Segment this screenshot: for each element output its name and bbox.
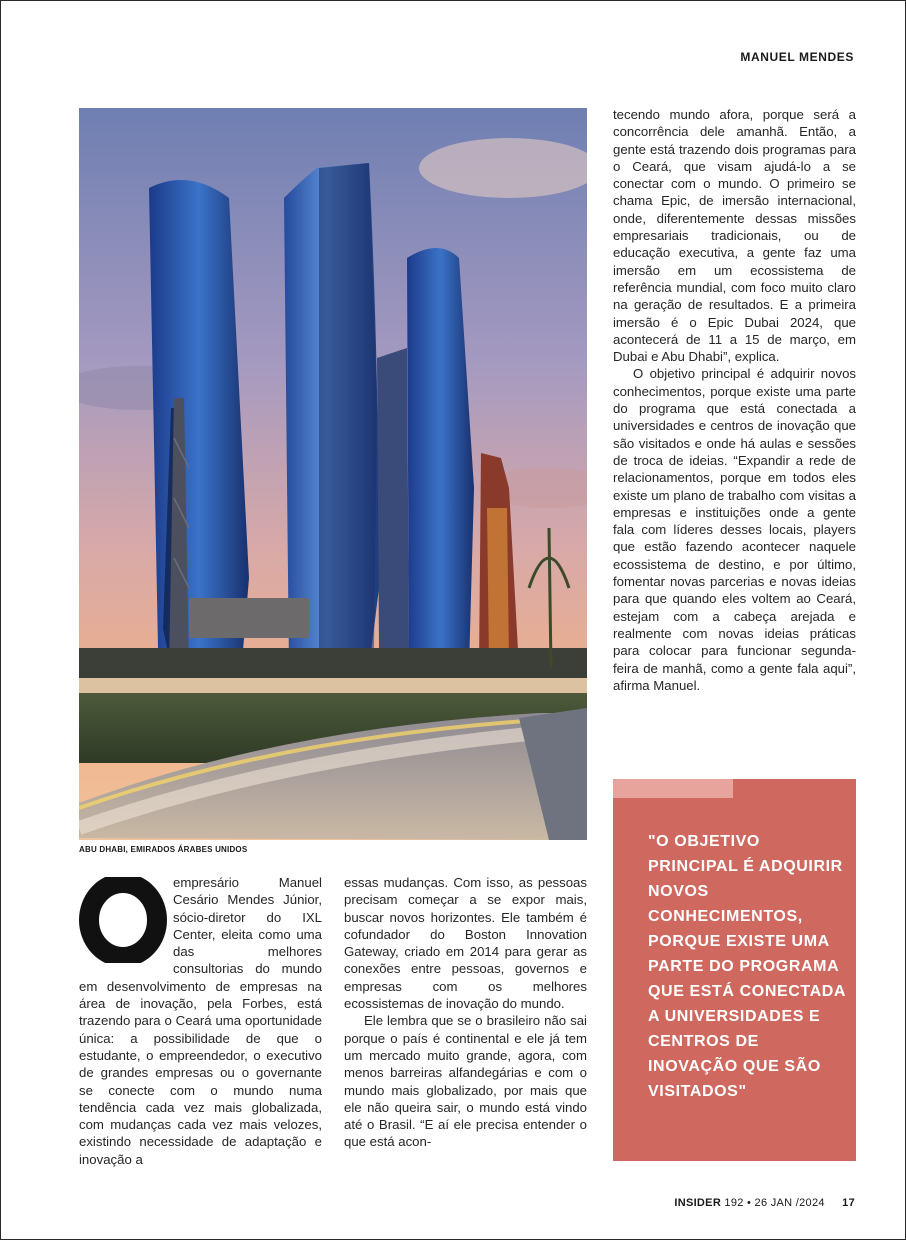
article-paragraph: empresário Manuel Cesário Mendes Júnior, sócio-diretor do IXL Center, eleita como uma das melhores consultorias do mundo em desenvolvimento de empresas na área de inovação, pela Forbes, está trazendo para o Ceará uma oportunidade única: a possibilidade de que o estudante, o empreendedor, o executivo de grandes empresas ou o governante se conecte com o mundo numa tendência cada vez mais globalizada, com mudanças cada vez mais velozes, existindo necessidade de adaptação e inovação a	[79, 875, 322, 1167]
photo-caption: ABU DHABI, EMIRADOS ÁRABES UNIDOS	[79, 845, 248, 854]
footer-page-number: 17	[842, 1197, 855, 1209]
article-column-right	[613, 106, 856, 694]
article-paragraph: O objetivo principal é adquirir novos conhecimentos, porque existe uma parte do programa que está conectada a universidades e centros de inovação que são visitados e onde há aulas e sessões de troca de ideias. “Expandir a rede de relacionamentos, porque em todos eles existe um plano de trabalho com visitas a empresas e instituições onde a gente fala com líderes desses locais, players que estão fazendo acontecer naquele ecossistema de destino, e por último, fomentar novas parcerias e novas ideias para que quando eles voltem ao Ceará, estejam com a cabeça arejada e realmente com novas ideias práticas para colocar para funcionar segunda-feira de manhã, como a gente fala aqui”, afirma Manuel.	[613, 366, 856, 693]
header-author: MANUEL MENDES	[740, 50, 854, 64]
footer-issue-date: 192 • 26 JAN /2024	[724, 1197, 825, 1209]
footer-magazine: INSIDER	[674, 1197, 722, 1209]
page-footer	[674, 1197, 855, 1209]
article-column-middle	[344, 874, 587, 1151]
article-column-left	[79, 874, 322, 1168]
pull-quote-tab	[613, 779, 733, 798]
article-paragraph: tecendo mundo afora, porque será a concorrência dele amanhã. Então, a gente está trazendo dois programas para o Ceará, que visam ajudá-lo a se conectar com o mundo. O primeiro se chama Epic, de imersão internacional, onde, diferentemente dessas missões empresariais tradicionais, ou de educação executiva, a gente faz uma imersão em um ecossistema de referência mundial, com foco muito claro na geração de resultados. E a primeira imersão é o Epic Dubai 2024, que acontecerá de 11 a 15 de março, em Dubai e Abu Dhabi”, explica.	[613, 107, 856, 365]
pull-quote-text: "O OBJETIVO PRINCIPAL É ADQUIRIR NOVOS CONHECIMENTOS, PORQUE EXISTE UMA PARTE DO PROGRAMA QUE ESTÁ CONECTADA A UNIVERSIDADES E CENTROS DE INOVAÇÃO QUE SÃO VISITADOS"	[648, 833, 846, 1100]
pull-quote-box	[613, 779, 856, 1161]
article-paragraph: essas mudanças. Com isso, as pessoas precisam começar a se expor mais, buscar novos horizontes. Ele também é cofundador do Boston Innovation Gateway, criado em 2014 para gerar as conexões entre pessoas, governos e empresas com os melhores ecossistemas de inovação do mundo.	[344, 875, 587, 1012]
abu-dhabi-photo	[79, 108, 587, 840]
article-paragraph: Ele lembra que se o brasileiro não sai porque o país é continental e ele já tem um mercado muito grande, agora, com menos barreiras alfandegárias e com o mundo mais globalizado, por mais que ele não queira sair, o mundo está vindo até o Brasil. “E aí ele precisa entender o que está acon-	[344, 1013, 587, 1150]
dropcap-o	[79, 877, 167, 963]
